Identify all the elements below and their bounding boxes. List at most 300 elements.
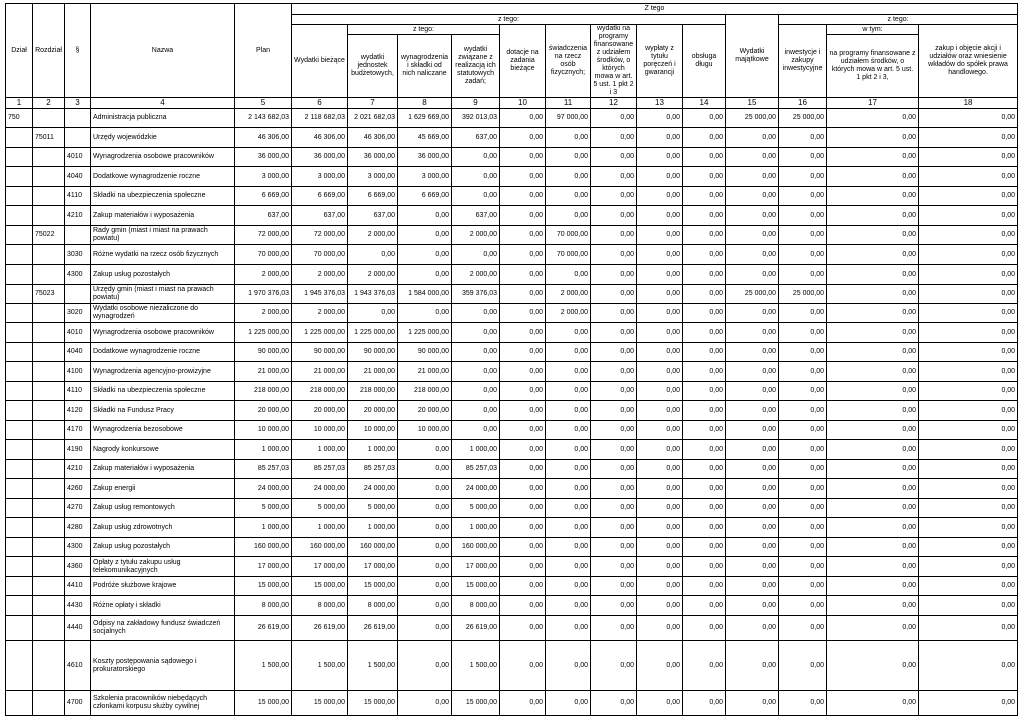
column-number: 4 — [91, 98, 235, 109]
cell-value: 0,00 — [546, 382, 591, 401]
cell-value: 0,00 — [591, 440, 637, 460]
cell-value: 90 000,00 — [398, 343, 452, 362]
cell-paragraf: 4210 — [65, 206, 91, 226]
header-w-tym: w tym: — [827, 25, 919, 35]
cell-value: 0,00 — [591, 460, 637, 479]
cell-value: 36 000,00 — [348, 148, 398, 167]
cell-paragraf: 4110 — [65, 187, 91, 206]
cell-value: 1 000,00 — [348, 518, 398, 538]
cell-value: 24 000,00 — [292, 479, 348, 499]
cell-value: 0,00 — [683, 401, 726, 421]
cell-value: 0,00 — [546, 479, 591, 499]
cell-value: 0,00 — [500, 616, 546, 641]
cell-value: 0,00 — [726, 323, 779, 343]
table-row — [6, 518, 1018, 538]
cell-value: 0,00 — [398, 440, 452, 460]
cell-value: 0,00 — [591, 616, 637, 641]
cell-paragraf: 4360 — [65, 557, 91, 577]
cell-paragraf — [65, 226, 91, 245]
cell-value: 15 000,00 — [452, 577, 500, 596]
table-row — [6, 460, 1018, 479]
table-row — [6, 499, 1018, 518]
cell-value: 0,00 — [779, 148, 827, 167]
cell-value: 0,00 — [827, 167, 919, 187]
table-row — [6, 479, 1018, 499]
cell-value: 0,00 — [919, 421, 1018, 440]
cell-value: 0,00 — [919, 109, 1018, 128]
cell-value: 0,00 — [500, 557, 546, 577]
cell-value: 0,00 — [500, 206, 546, 226]
cell-value: 25 000,00 — [726, 109, 779, 128]
cell-value: 10 000,00 — [398, 421, 452, 440]
table-row — [6, 577, 1018, 596]
cell-dzial — [6, 148, 33, 167]
cell-value: 637,00 — [452, 206, 500, 226]
cell-nazwa: Rady gmin (miast i miast na prawach powiatu) — [91, 226, 235, 245]
cell-value: 0,00 — [546, 440, 591, 460]
cell-value: 70 000,00 — [235, 245, 292, 265]
cell-value: 0,00 — [591, 323, 637, 343]
column-number: 2 — [33, 98, 65, 109]
cell-value: 6 669,00 — [398, 187, 452, 206]
cell-value: 0,00 — [591, 479, 637, 499]
table-row — [6, 304, 1018, 323]
cell-value: 0,00 — [452, 401, 500, 421]
cell-value: 1 000,00 — [452, 440, 500, 460]
cell-value: 0,00 — [591, 421, 637, 440]
header-wydatki-majatkowe: Wydatki majątkowe — [726, 15, 779, 98]
cell-value: 0,00 — [398, 596, 452, 616]
cell-nazwa: Dodatkowe wynagrodzenie roczne — [91, 167, 235, 187]
cell-value: 0,00 — [546, 128, 591, 148]
cell-value: 85 257,03 — [235, 460, 292, 479]
cell-rozdzial — [33, 401, 65, 421]
cell-value: 0,00 — [683, 596, 726, 616]
cell-value: 15 000,00 — [292, 577, 348, 596]
cell-value: 0,00 — [827, 557, 919, 577]
cell-value: 0,00 — [827, 128, 919, 148]
cell-value: 0,00 — [779, 538, 827, 557]
cell-value: 0,00 — [452, 187, 500, 206]
cell-value: 0,00 — [683, 148, 726, 167]
cell-value: 5 000,00 — [348, 499, 398, 518]
cell-value: 0,00 — [591, 245, 637, 265]
cell-value: 10 000,00 — [235, 421, 292, 440]
header-programy-majatkowe: na programy finansowane z udziałem środków, o których mowa w art. 5 ust. 1 pkt 2 i 3, — [827, 35, 919, 98]
cell-value: 20 000,00 — [292, 401, 348, 421]
cell-value: 0,00 — [683, 304, 726, 323]
cell-value: 0,00 — [827, 362, 919, 382]
cell-value: 0,00 — [500, 518, 546, 538]
cell-nazwa: Nagrody konkursowe — [91, 440, 235, 460]
cell-dzial — [6, 538, 33, 557]
cell-dzial — [6, 265, 33, 285]
cell-value: 36 000,00 — [235, 148, 292, 167]
cell-value: 0,00 — [591, 382, 637, 401]
cell-rozdzial — [33, 479, 65, 499]
cell-value: 0,00 — [726, 616, 779, 641]
cell-value: 0,00 — [637, 187, 683, 206]
cell-paragraf — [65, 285, 91, 304]
cell-paragraf: 4260 — [65, 479, 91, 499]
cell-value: 0,00 — [637, 382, 683, 401]
cell-value: 0,00 — [637, 323, 683, 343]
cell-value: 1 000,00 — [452, 518, 500, 538]
cell-value: 218 000,00 — [348, 382, 398, 401]
cell-value: 0,00 — [637, 109, 683, 128]
column-number: 6 — [292, 98, 348, 109]
cell-value: 0,00 — [637, 616, 683, 641]
cell-value: 1 500,00 — [452, 641, 500, 691]
cell-value: 15 000,00 — [292, 691, 348, 716]
cell-value: 46 306,00 — [348, 128, 398, 148]
cell-value: 0,00 — [591, 343, 637, 362]
cell-paragraf — [65, 109, 91, 128]
cell-value: 26 619,00 — [235, 616, 292, 641]
cell-value: 0,00 — [452, 382, 500, 401]
cell-value: 0,00 — [398, 557, 452, 577]
cell-value: 0,00 — [452, 304, 500, 323]
cell-value: 0,00 — [591, 285, 637, 304]
cell-value: 0,00 — [683, 479, 726, 499]
cell-nazwa: Wynagrodzenia bezosobowe — [91, 421, 235, 440]
cell-paragraf: 4300 — [65, 538, 91, 557]
cell-value: 0,00 — [779, 440, 827, 460]
cell-value: 0,00 — [637, 245, 683, 265]
cell-value: 0,00 — [919, 596, 1018, 616]
cell-value: 0,00 — [779, 245, 827, 265]
cell-value: 0,00 — [919, 577, 1018, 596]
cell-value: 0,00 — [683, 265, 726, 285]
cell-value: 0,00 — [919, 460, 1018, 479]
cell-value: 0,00 — [398, 538, 452, 557]
cell-value: 0,00 — [500, 285, 546, 304]
cell-value: 1 000,00 — [235, 440, 292, 460]
cell-value: 1 970 376,03 — [235, 285, 292, 304]
cell-rozdzial — [33, 109, 65, 128]
cell-dzial — [6, 479, 33, 499]
cell-value: 0,00 — [591, 557, 637, 577]
cell-value: 0,00 — [919, 323, 1018, 343]
header-dotacje: dotacje na zadania bieżące — [500, 25, 546, 98]
cell-value: 0,00 — [827, 206, 919, 226]
cell-value: 0,00 — [919, 499, 1018, 518]
cell-paragraf: 4120 — [65, 401, 91, 421]
cell-value: 0,00 — [779, 206, 827, 226]
cell-value: 0,00 — [779, 421, 827, 440]
cell-value: 0,00 — [726, 206, 779, 226]
column-number: 11 — [546, 98, 591, 109]
cell-value: 17 000,00 — [452, 557, 500, 577]
table-row — [6, 206, 1018, 226]
cell-value: 0,00 — [683, 538, 726, 557]
cell-value: 0,00 — [919, 304, 1018, 323]
cell-nazwa: Wynagrodzenia osobowe pracowników — [91, 323, 235, 343]
cell-rozdzial — [33, 245, 65, 265]
cell-value: 0,00 — [726, 421, 779, 440]
cell-nazwa: Opłaty z tytułu zakupu usług telekomunikacyjnych — [91, 557, 235, 577]
cell-paragraf: 4170 — [65, 421, 91, 440]
cell-value: 0,00 — [827, 460, 919, 479]
cell-value: 0,00 — [500, 109, 546, 128]
cell-value: 637,00 — [292, 206, 348, 226]
cell-value: 0,00 — [827, 616, 919, 641]
cell-value: 0,00 — [591, 518, 637, 538]
cell-rozdzial — [33, 323, 65, 343]
cell-value: 1 500,00 — [292, 641, 348, 691]
cell-value: 0,00 — [827, 265, 919, 285]
cell-value: 3 000,00 — [398, 167, 452, 187]
header-wyplaty: wypłaty z tytułu poręczeń i gwarancji — [637, 25, 683, 98]
cell-value: 0,00 — [500, 641, 546, 691]
cell-value: 0,00 — [919, 691, 1018, 716]
cell-value: 0,00 — [683, 691, 726, 716]
cell-value: 10 000,00 — [292, 421, 348, 440]
table-row — [6, 641, 1018, 691]
cell-value: 0,00 — [779, 557, 827, 577]
cell-value: 0,00 — [779, 343, 827, 362]
cell-value: 3 000,00 — [348, 167, 398, 187]
cell-value: 392 013,03 — [452, 109, 500, 128]
cell-value: 46 306,00 — [235, 128, 292, 148]
cell-value: 0,00 — [591, 362, 637, 382]
cell-nazwa: Składki na ubezpieczenia społeczne — [91, 382, 235, 401]
cell-value: 1 584 000,00 — [398, 285, 452, 304]
cell-dzial — [6, 691, 33, 716]
cell-value: 0,00 — [827, 401, 919, 421]
cell-dzial — [6, 518, 33, 538]
table-row — [6, 148, 1018, 167]
cell-paragraf: 4280 — [65, 518, 91, 538]
cell-dzial — [6, 245, 33, 265]
cell-value: 637,00 — [452, 128, 500, 148]
cell-value: 0,00 — [779, 128, 827, 148]
cell-value: 0,00 — [500, 577, 546, 596]
cell-value: 1 225 000,00 — [235, 323, 292, 343]
cell-dzial — [6, 343, 33, 362]
cell-value: 0,00 — [500, 187, 546, 206]
cell-value: 0,00 — [591, 691, 637, 716]
cell-value: 0,00 — [726, 362, 779, 382]
table-row — [6, 421, 1018, 440]
cell-value: 0,00 — [500, 691, 546, 716]
cell-value: 0,00 — [500, 479, 546, 499]
table-row — [6, 691, 1018, 716]
cell-value: 0,00 — [779, 577, 827, 596]
cell-value: 0,00 — [591, 226, 637, 245]
cell-nazwa: Różne opłaty i składki — [91, 596, 235, 616]
cell-value: 3 000,00 — [235, 167, 292, 187]
cell-value: 0,00 — [827, 187, 919, 206]
cell-value: 218 000,00 — [292, 382, 348, 401]
cell-dzial — [6, 382, 33, 401]
cell-value: 0,00 — [398, 479, 452, 499]
cell-value: 2 000,00 — [292, 265, 348, 285]
cell-value: 0,00 — [500, 538, 546, 557]
cell-value: 0,00 — [827, 499, 919, 518]
cell-value: 1 225 000,00 — [348, 323, 398, 343]
cell-value: 218 000,00 — [398, 382, 452, 401]
cell-value: 0,00 — [683, 128, 726, 148]
cell-value: 0,00 — [637, 538, 683, 557]
table-row — [6, 265, 1018, 285]
column-number: 18 — [919, 98, 1018, 109]
cell-value: 0,00 — [546, 421, 591, 440]
cell-value: 0,00 — [919, 167, 1018, 187]
cell-value: 0,00 — [452, 362, 500, 382]
cell-dzial — [6, 557, 33, 577]
cell-paragraf: 4610 — [65, 641, 91, 691]
cell-nazwa: Urzędy wojewódzkie — [91, 128, 235, 148]
cell-value: 0,00 — [827, 304, 919, 323]
cell-value: 0,00 — [726, 460, 779, 479]
cell-value: 0,00 — [398, 460, 452, 479]
cell-value: 0,00 — [637, 343, 683, 362]
cell-value: 15 000,00 — [348, 691, 398, 716]
cell-value: 2 000,00 — [348, 226, 398, 245]
cell-nazwa: Wynagrodzenia agencyjno-prowizyjne — [91, 362, 235, 382]
cell-nazwa: Koszty postępowania sądowego i prokuratorskiego — [91, 641, 235, 691]
column-number: 1 — [6, 98, 33, 109]
cell-value: 0,00 — [500, 245, 546, 265]
cell-rozdzial — [33, 440, 65, 460]
cell-value: 0,00 — [726, 226, 779, 245]
cell-value: 21 000,00 — [292, 362, 348, 382]
cell-paragraf: 4010 — [65, 323, 91, 343]
cell-value: 15 000,00 — [452, 691, 500, 716]
cell-value: 0,00 — [726, 265, 779, 285]
cell-value: 8 000,00 — [235, 596, 292, 616]
table-row — [6, 616, 1018, 641]
cell-value: 0,00 — [591, 265, 637, 285]
cell-paragraf: 4430 — [65, 596, 91, 616]
cell-paragraf: 3030 — [65, 245, 91, 265]
cell-value: 0,00 — [398, 691, 452, 716]
cell-value: 0,00 — [779, 596, 827, 616]
cell-value: 0,00 — [683, 206, 726, 226]
table-row — [6, 382, 1018, 401]
cell-paragraf: 4040 — [65, 343, 91, 362]
cell-value: 0,00 — [779, 226, 827, 245]
cell-value: 17 000,00 — [235, 557, 292, 577]
cell-value: 0,00 — [591, 187, 637, 206]
cell-value: 0,00 — [827, 479, 919, 499]
cell-value: 0,00 — [779, 691, 827, 716]
cell-value: 0,00 — [637, 596, 683, 616]
cell-value: 0,00 — [827, 285, 919, 304]
cell-value: 0,00 — [546, 343, 591, 362]
column-number-row — [6, 98, 1018, 109]
cell-value: 0,00 — [500, 499, 546, 518]
cell-value: 0,00 — [546, 148, 591, 167]
cell-value: 90 000,00 — [348, 343, 398, 362]
cell-value: 24 000,00 — [452, 479, 500, 499]
cell-value: 26 619,00 — [452, 616, 500, 641]
column-number: 16 — [779, 98, 827, 109]
cell-value: 0,00 — [546, 557, 591, 577]
cell-dzial — [6, 401, 33, 421]
cell-value: 0,00 — [591, 304, 637, 323]
cell-value: 15 000,00 — [348, 577, 398, 596]
cell-value: 8 000,00 — [452, 596, 500, 616]
cell-value: 0,00 — [637, 691, 683, 716]
cell-paragraf: 4040 — [65, 167, 91, 187]
cell-value: 0,00 — [779, 362, 827, 382]
cell-value: 24 000,00 — [235, 479, 292, 499]
cell-value: 0,00 — [546, 167, 591, 187]
cell-value: 17 000,00 — [348, 557, 398, 577]
cell-value: 85 257,03 — [452, 460, 500, 479]
cell-dzial — [6, 323, 33, 343]
cell-value: 0,00 — [919, 440, 1018, 460]
cell-value: 0,00 — [779, 460, 827, 479]
cell-dzial — [6, 206, 33, 226]
cell-value: 0,00 — [637, 401, 683, 421]
cell-value: 0,00 — [683, 285, 726, 304]
cell-value: 2 000,00 — [546, 285, 591, 304]
cell-value: 0,00 — [726, 187, 779, 206]
cell-value: 0,00 — [919, 128, 1018, 148]
cell-value: 2 143 682,03 — [235, 109, 292, 128]
cell-rozdzial — [33, 691, 65, 716]
cell-value: 0,00 — [591, 206, 637, 226]
cell-value: 0,00 — [683, 460, 726, 479]
cell-value: 0,00 — [637, 148, 683, 167]
cell-value: 0,00 — [779, 641, 827, 691]
cell-value: 0,00 — [591, 109, 637, 128]
column-number: 17 — [827, 98, 919, 109]
cell-value: 0,00 — [500, 440, 546, 460]
cell-value: 0,00 — [546, 265, 591, 285]
column-number: 7 — [348, 98, 398, 109]
column-number: 5 — [235, 98, 292, 109]
cell-value: 10 000,00 — [348, 421, 398, 440]
cell-value: 0,00 — [591, 148, 637, 167]
cell-value: 0,00 — [919, 382, 1018, 401]
cell-value: 160 000,00 — [452, 538, 500, 557]
cell-rozdzial — [33, 577, 65, 596]
cell-value: 0,00 — [637, 499, 683, 518]
cell-nazwa: Wydatki osobowe niezaliczone do wynagrodzeń — [91, 304, 235, 323]
cell-value: 3 000,00 — [292, 167, 348, 187]
cell-value: 0,00 — [827, 148, 919, 167]
cell-value: 0,00 — [827, 323, 919, 343]
cell-value: 25 000,00 — [726, 285, 779, 304]
column-number: 12 — [591, 98, 637, 109]
cell-nazwa: Podróże służbowe krajowe — [91, 577, 235, 596]
cell-value: 2 118 682,03 — [292, 109, 348, 128]
cell-dzial — [6, 226, 33, 245]
cell-nazwa: Zakup energii — [91, 479, 235, 499]
cell-value: 0,00 — [779, 401, 827, 421]
cell-rozdzial — [33, 304, 65, 323]
cell-rozdzial — [33, 148, 65, 167]
cell-value: 0,00 — [546, 641, 591, 691]
cell-value: 0,00 — [726, 538, 779, 557]
cell-nazwa: Składki na Fundusz Pracy — [91, 401, 235, 421]
cell-value: 36 000,00 — [398, 148, 452, 167]
cell-value: 0,00 — [398, 641, 452, 691]
cell-nazwa: Zakup usług zdrowotnych — [91, 518, 235, 538]
cell-value: 0,00 — [637, 421, 683, 440]
cell-value: 0,00 — [683, 616, 726, 641]
cell-value: 0,00 — [637, 304, 683, 323]
cell-value: 0,00 — [500, 460, 546, 479]
cell-value: 0,00 — [683, 557, 726, 577]
column-number: 15 — [726, 98, 779, 109]
cell-value: 20 000,00 — [398, 401, 452, 421]
cell-value: 0,00 — [637, 362, 683, 382]
